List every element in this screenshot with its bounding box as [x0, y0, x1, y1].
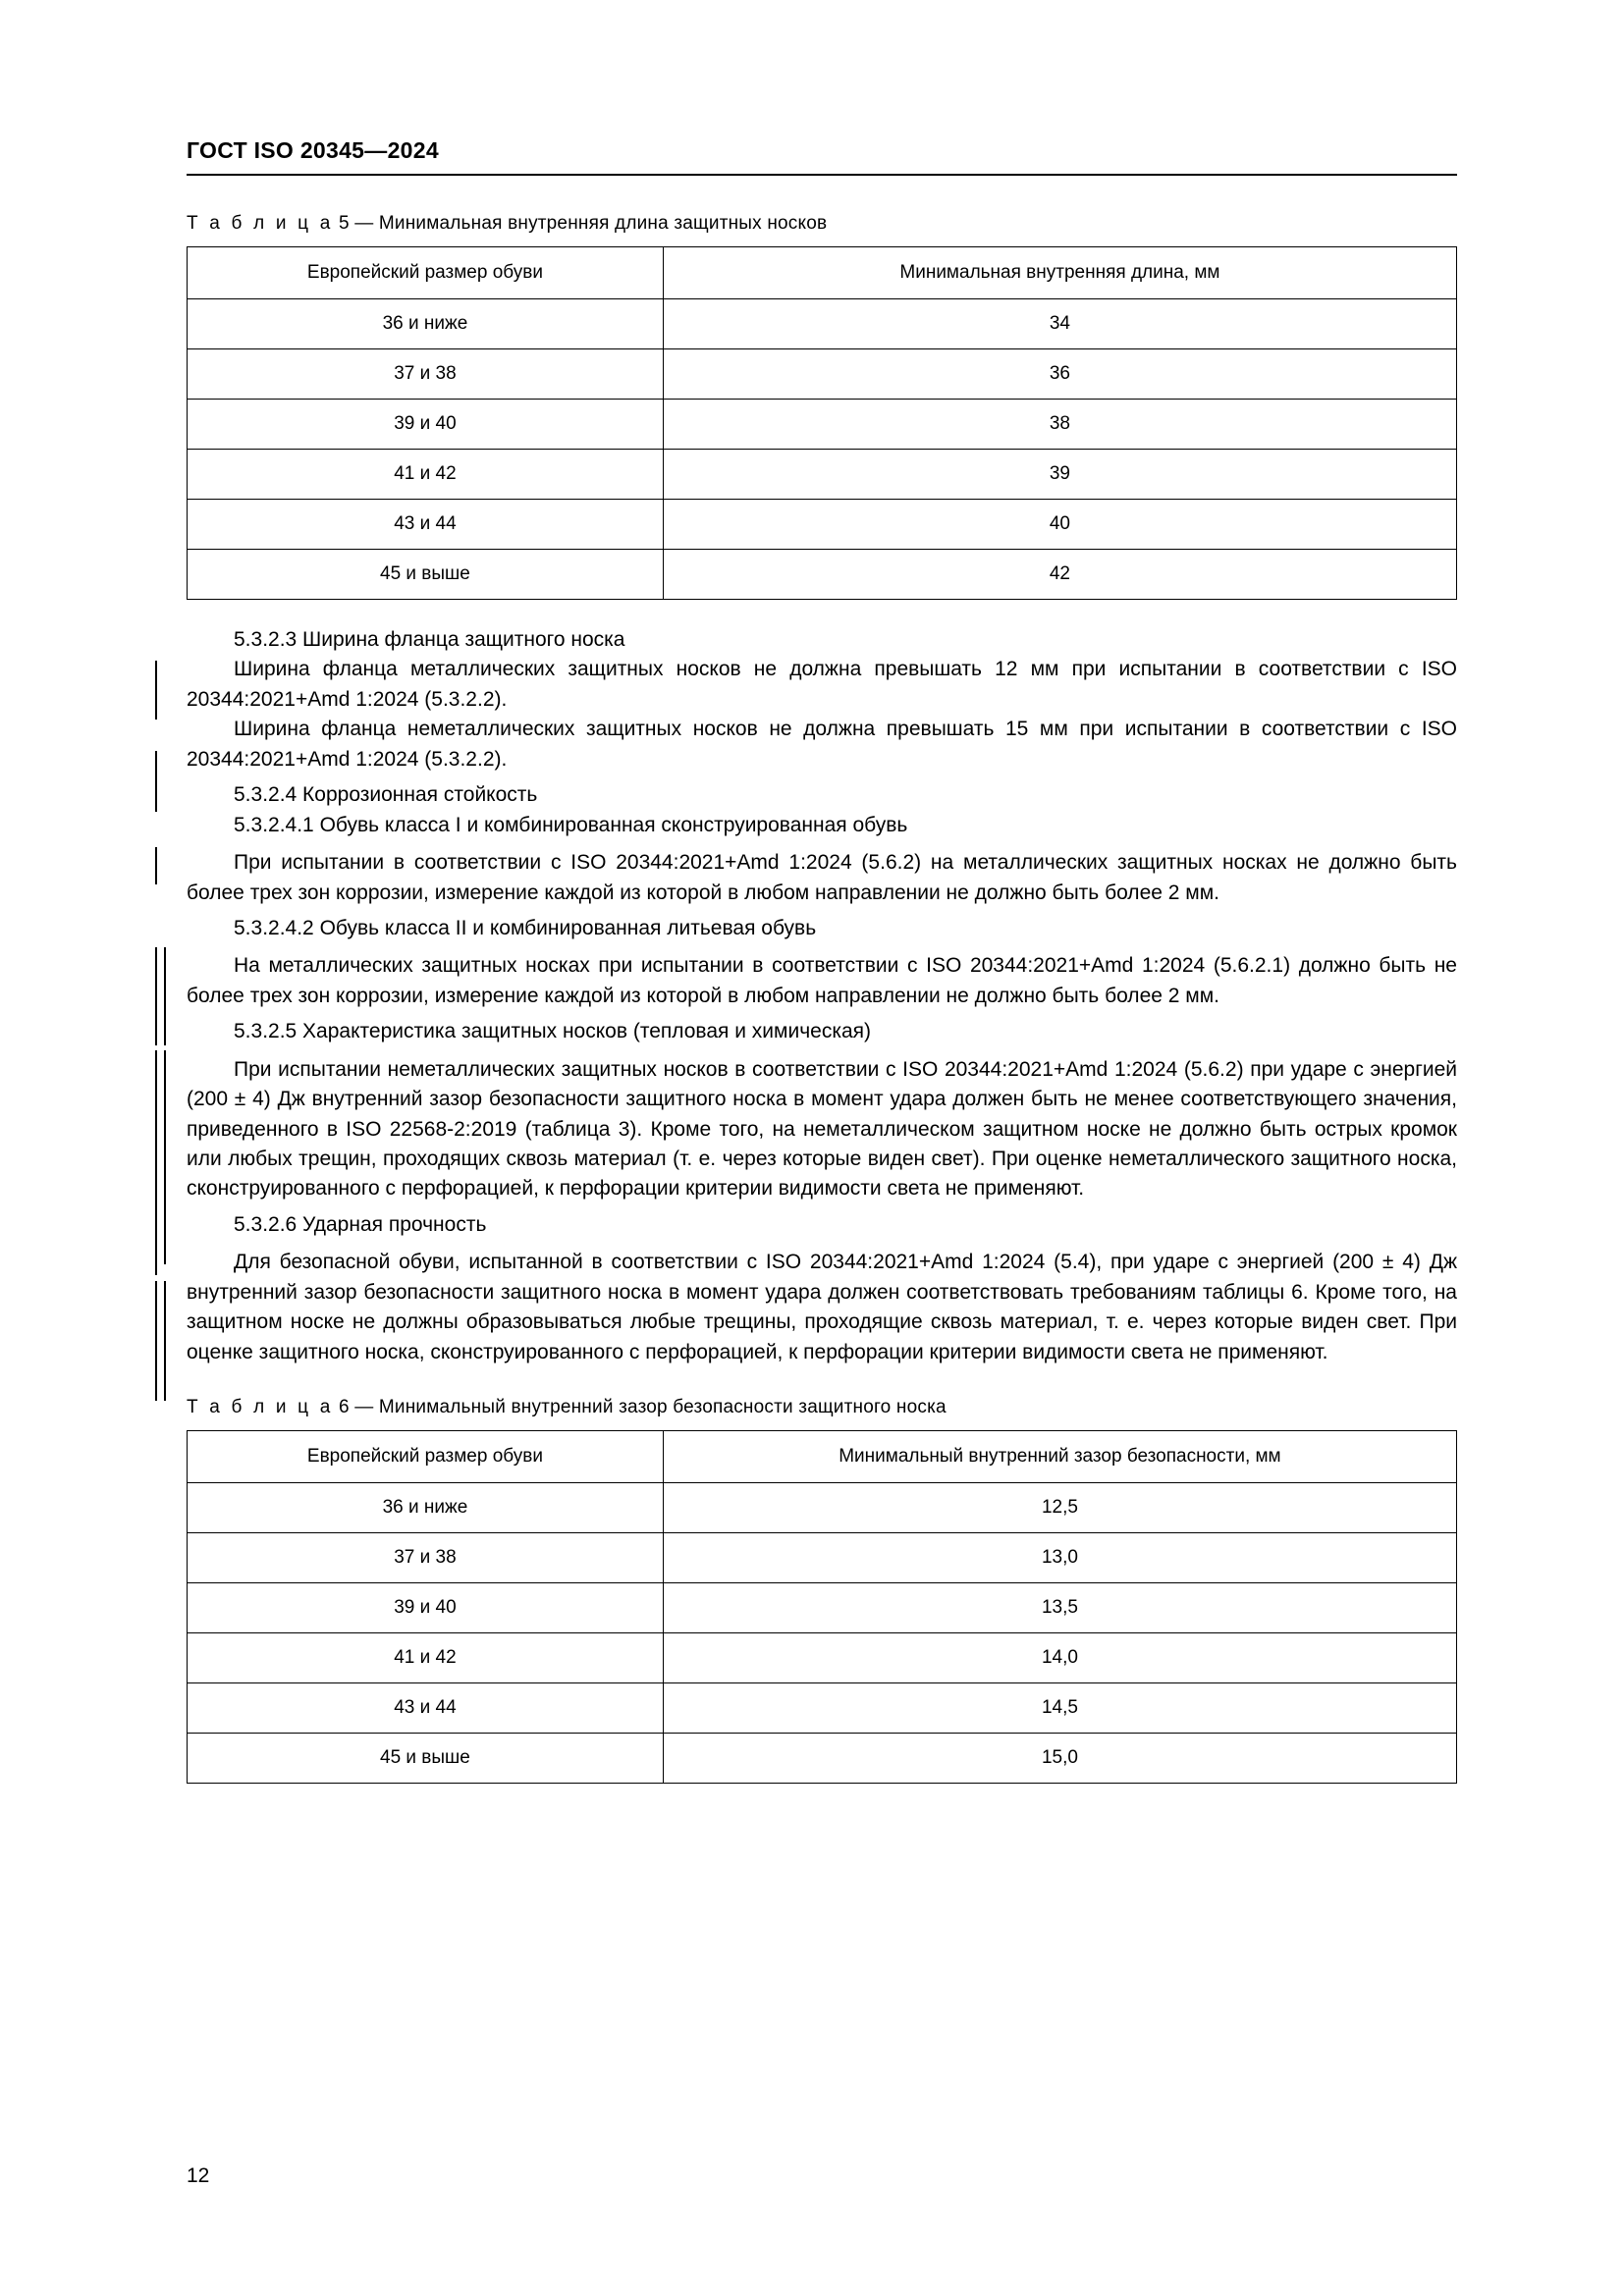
table5-cell-length: 38 [663, 400, 1456, 450]
section-5-3-2-4-title: 5.3.2.4 Коррозионная стойкость [234, 783, 538, 807]
table6-cell-size: 36 и ниже [188, 1483, 664, 1533]
table-row [188, 400, 1457, 450]
section-5-3-2-3-title: 5.3.2.3 Ширина фланца защитного носка [234, 628, 625, 651]
table5-caption [187, 213, 1457, 235]
section-5-3-2-4 [187, 780, 1457, 908]
table5-header-row [188, 247, 1457, 299]
table5-cell-size: 39 и 40 [188, 400, 664, 450]
table-row [188, 1533, 1457, 1583]
table-row [188, 500, 1457, 550]
table5-cell-size: 37 и 38 [188, 349, 664, 400]
change-bar [155, 661, 157, 720]
table-row [188, 1734, 1457, 1784]
table6-cell-size: 37 и 38 [188, 1533, 664, 1583]
section-5-3-2-4-2-title: 5.3.2.4.2 Обувь класса II и комбинированная литьевая обувь [234, 916, 817, 939]
change-bar [155, 751, 157, 812]
table-row [188, 299, 1457, 349]
table6-cell-size: 43 и 44 [188, 1683, 664, 1734]
section-5-3-2-3-p2: Ширина фланца неметаллических защитных носков не должна превышать 15 мм при испытании в соответствии с ISO 20344:2021+Amd 1:2024 (5.3.2.2). [187, 718, 1457, 771]
table5-cell-length: 36 [663, 349, 1456, 400]
section-5-3-2-4-1-title: 5.3.2.4.1 Обувь класса I и комбинированная сконструированная обувь [234, 813, 908, 836]
change-bar [155, 1242, 157, 1275]
table6-cell-size: 41 и 42 [188, 1633, 664, 1683]
change-bar-double [155, 1281, 166, 1401]
table6-caption [187, 1397, 1457, 1418]
content-area [187, 213, 1457, 1784]
table6-header-cell: Европейский размер обуви [188, 1431, 664, 1483]
section-5-3-2-4-2 [187, 914, 1457, 1011]
section-5-3-2-6-title: 5.3.2.6 Ударная прочность [234, 1212, 487, 1236]
table5-cell-length: 34 [663, 299, 1456, 349]
section-5-3-2-6 [187, 1210, 1457, 1367]
change-bar [155, 847, 157, 884]
table6 [187, 1430, 1457, 1784]
table5-header-cell: Минимальная внутренняя длина, мм [663, 247, 1456, 299]
page-header: ГОСТ ISO 20345—2024 [187, 137, 1457, 176]
table6-caption-prefix: Т а б л и ц а [187, 1397, 334, 1418]
table6-header-cell: Минимальный внутренний зазор безопасности, мм [663, 1431, 1456, 1483]
table5-cell-size: 43 и 44 [188, 500, 664, 550]
section-5-3-2-5 [187, 1017, 1457, 1204]
table6-cell-clearance: 15,0 [663, 1734, 1456, 1784]
table5-cell-size: 45 и выше [188, 550, 664, 600]
table-row [188, 1483, 1457, 1533]
table6-cell-clearance: 13,5 [663, 1583, 1456, 1633]
table6-cell-clearance: 12,5 [663, 1483, 1456, 1533]
table5-cell-size: 36 и ниже [188, 299, 664, 349]
table6-cell-size: 45 и выше [188, 1734, 664, 1784]
table-row [188, 550, 1457, 600]
table-row [188, 1633, 1457, 1683]
section-5-3-2-3 [187, 625, 1457, 774]
table5-cell-size: 41 и 42 [188, 450, 664, 500]
table6-cell-clearance: 13,0 [663, 1533, 1456, 1583]
section-5-3-2-5-title: 5.3.2.5 Характеристика защитных носков (тепловая и химическая) [234, 1020, 872, 1043]
table6-cell-size: 39 и 40 [188, 1583, 664, 1633]
table-row [188, 1683, 1457, 1734]
table6-cell-clearance: 14,5 [663, 1683, 1456, 1734]
change-bar-double [155, 1050, 166, 1264]
table5 [187, 246, 1457, 600]
table6-header-row [188, 1431, 1457, 1483]
table6-caption-rest: 6 — Минимальный внутренний зазор безопасности защитного носка [338, 1397, 947, 1418]
section-5-3-2-6-p1: Для безопасной обуви, испытанной в соответствии с ISO 20344:2021+Amd 1:2024 (5.4), при ударе с энергией (200 ± 4) Дж внутренний зазор безопасности защитного носка в момент удара должен соответствовать требованиям таблицы 6. Кроме того, на защитном носке не должны образовываться любые трещины, проходящие сквозь материал, т. е. через которые виден свет. При оценке защитного носка, сконструированного с перфорацией, к перфорации критерии видимости света не применяют. [187, 1251, 1457, 1363]
table-row [188, 1583, 1457, 1633]
table5-caption-rest: 5 — Минимальная внутренняя длина защитных носков [338, 213, 828, 234]
table5-cell-length: 42 [663, 550, 1456, 600]
section-5-3-2-5-p1: При испытании неметаллических защитных носков в соответствии с ISO 20344:2021+Amd 1:2024 (5.6.2) при ударе с энергией (200 ± 4) Дж внутренний зазор безопасности защитного носка в момент удара должен быть не менее соответствующего значения, приведенного в ISO 22568-2:2019 (таблица 3). Кроме того, на неметаллическом защитном носке не должно быть острых кромок или любых трещин, проходящих сквозь материал (т. е. через которые виден свет). При оценке неметаллического защитного носка, сконструированного с перфорацией, к перфорации критерии видимости света не применяют. [187, 1057, 1457, 1201]
section-5-3-2-3-p1: Ширина фланца металлических защитных носков не должна превышать 12 мм при испытании в соответствии с ISO 20344:2021+Amd 1:2024 (5.3.2.2). [187, 658, 1457, 711]
table5-caption-prefix: Т а б л и ц а [187, 213, 334, 234]
table5-header-cell: Европейский размер обуви [188, 247, 664, 299]
page-number: 12 [187, 2164, 210, 2187]
table-row [188, 349, 1457, 400]
table5-cell-length: 40 [663, 500, 1456, 550]
table5-cell-length: 39 [663, 450, 1456, 500]
change-bar-double [155, 947, 166, 1045]
section-5-3-2-4-2-p1: На металлических защитных носках при испытании в соответствии с ISO 20344:2021+Amd 1:2024 (5.6.2.1) должно быть не более трех зон коррозии, измерение каждой из которой в любом направлении не должно быть более 2 мм. [187, 954, 1457, 1007]
table-row [188, 450, 1457, 500]
table6-cell-clearance: 14,0 [663, 1633, 1456, 1683]
section-5-3-2-4-1-p1: При испытании в соответствии с ISO 20344:2021+Amd 1:2024 (5.6.2) на металлических защитных носках не должно быть более трех зон коррозии, измерение каждой из которой в любом направлении не должно быть более 2 мм. [187, 851, 1457, 904]
